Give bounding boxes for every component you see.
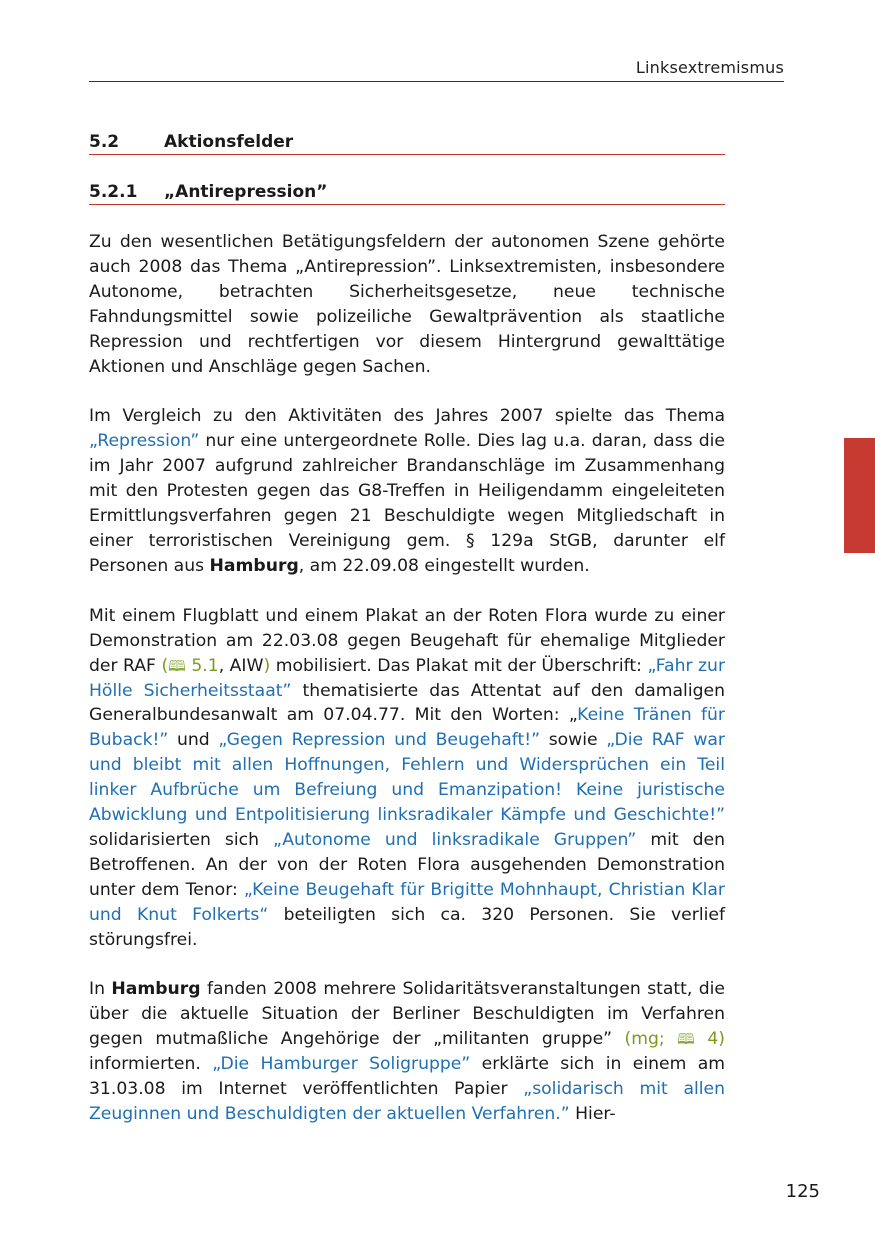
- text-run: beteiligten sich ca. 320 Personen. Sie verlief störungsfrei.: [89, 904, 725, 950]
- quote: „Fahr zur Hölle Sicherheitsstaat”: [89, 655, 726, 701]
- paragraph-3: [89, 604, 725, 953]
- cross-reference-link[interactable]: 4: [707, 1029, 719, 1050]
- text-run: solidarisierten sich: [89, 829, 273, 850]
- quote: „Repression”: [89, 431, 200, 452]
- chapter-tab-marker: [844, 438, 875, 553]
- text-run: informierten.: [89, 1054, 213, 1075]
- bold-location: Hamburg: [111, 979, 201, 1000]
- text-run: sowie: [540, 730, 607, 751]
- cross-reference-link[interactable]: 5.1: [191, 655, 219, 676]
- text-run: thematisierte das Attentat auf den damaligen Generalbundesanwalt am 07.04.77. Mit den Worten: „: [89, 680, 725, 726]
- quote: „solidarisch mit allen Zeuginnen und Beschuldigten der aktuellen Verfahren.”: [89, 1079, 725, 1124]
- text-run: , am 22.09.08 eingestellt wurden.: [298, 555, 590, 576]
- quote: „Autonome und linksradikale Gruppen”: [273, 829, 637, 850]
- quote: „Gegen Repression und Beugehaft!”: [218, 730, 541, 751]
- reference-open: (: [161, 655, 169, 676]
- running-header: Linksextremismus: [635, 58, 784, 77]
- paragraph-4: [89, 977, 725, 1126]
- page-number: 125: [785, 1181, 820, 1202]
- text-run: Im Vergleich zu den Aktivitäten des Jahres 2007 spielte das Thema: [89, 406, 725, 427]
- bold-location: Hamburg: [209, 555, 299, 576]
- paragraph-1: Zu den wesentlichen Betätigungsfeldern der autonomen Szene gehörte auch 2008 das Thema „Antirepression”. Linksextremisten, insbesondere Autonome, betrachten Sicherheitsgesetze, neue technische Fahndungsmittel sowie polizeiliche Gewaltprävention als staatliche Repression und rechtfertigen vor diesem Hintergrund gewalttätige Aktionen und Anschläge gegen Sachen.: [89, 232, 725, 377]
- text-run: erklärte sich in einem am 31.03.08 im Internet veröffentlichten Papier: [89, 1054, 725, 1100]
- subsection-heading: [89, 182, 725, 205]
- text-run: Mit einem Flugblatt und einem Plakat an der Roten Flora wurde zu einer Demonstration am 22.03.08 gegen Beugehaft für ehemalige Mitglieder der RAF: [89, 605, 725, 676]
- reference-close: ): [263, 655, 271, 676]
- body-text: [89, 230, 725, 1152]
- quote: „Die Hamburger Soligruppe”: [212, 1054, 471, 1075]
- quote: „Keine Beugehaft für Brigitte Mohnhaupt, Christian Klar und Knut Folkerts“: [89, 879, 725, 925]
- section-number: 5.2: [89, 132, 120, 152]
- reference-close: ): [718, 1029, 725, 1050]
- header-rule: [89, 81, 784, 82]
- text-run: und: [168, 730, 219, 751]
- reference-open: (mg;: [624, 1029, 678, 1050]
- book-icon: 🕮: [677, 1030, 695, 1049]
- text-run: In: [89, 979, 112, 1000]
- quote: Keine Tränen für Buback!”: [89, 705, 725, 751]
- section-title: Aktionsfelder: [164, 132, 294, 152]
- section-heading: [89, 132, 725, 155]
- text-run: mobilisiert. Das Plakat mit der Überschrift:: [270, 655, 648, 676]
- text-run: fanden 2008 mehrere Solidaritätsveranstaltungen statt, die über die aktuelle Situation der Berliner Beschuldigten im Verfahren gegen mutmaßliche Angehörige der „militanten gruppe”: [89, 979, 726, 1050]
- text-run: , AIW: [218, 655, 264, 676]
- paragraph-2: [89, 404, 725, 578]
- book-icon: 🕮: [168, 656, 186, 675]
- text-run: mit den Betroffenen. An der von der Roten Flora ausgehenden Demonstration unter dem Tenor:: [89, 829, 726, 900]
- text-run: nur eine untergeordnete Rolle. Dies lag u.a. daran, dass die im Jahr 2007 aufgrund zahlreicher Brandanschläge im Zusammenhang mit den Protesten gegen das G8-Treffen in Heiligendamm eingeleiteten Ermittlungsverfahren gegen 21 Beschuldigte wegen Mitgliedschaft in einer terroristischen Vereinigung gem. § 129a StGB, darunter elf Personen aus: [89, 431, 725, 576]
- quote: „Die RAF war und bleibt mit allen Hoffnungen, Fehlern und Widersprüchen ein Teil linker Aufbrüche um Befreiung und Emanzipation! Keine juristische Abwicklung und Entpolitisierung linksradikaler Kämpfe und Geschichte!”: [89, 730, 725, 826]
- text-run: Hier-: [569, 1104, 616, 1124]
- subsection-number: 5.2.1: [89, 182, 138, 202]
- subsection-title: „Antirepression”: [164, 182, 328, 202]
